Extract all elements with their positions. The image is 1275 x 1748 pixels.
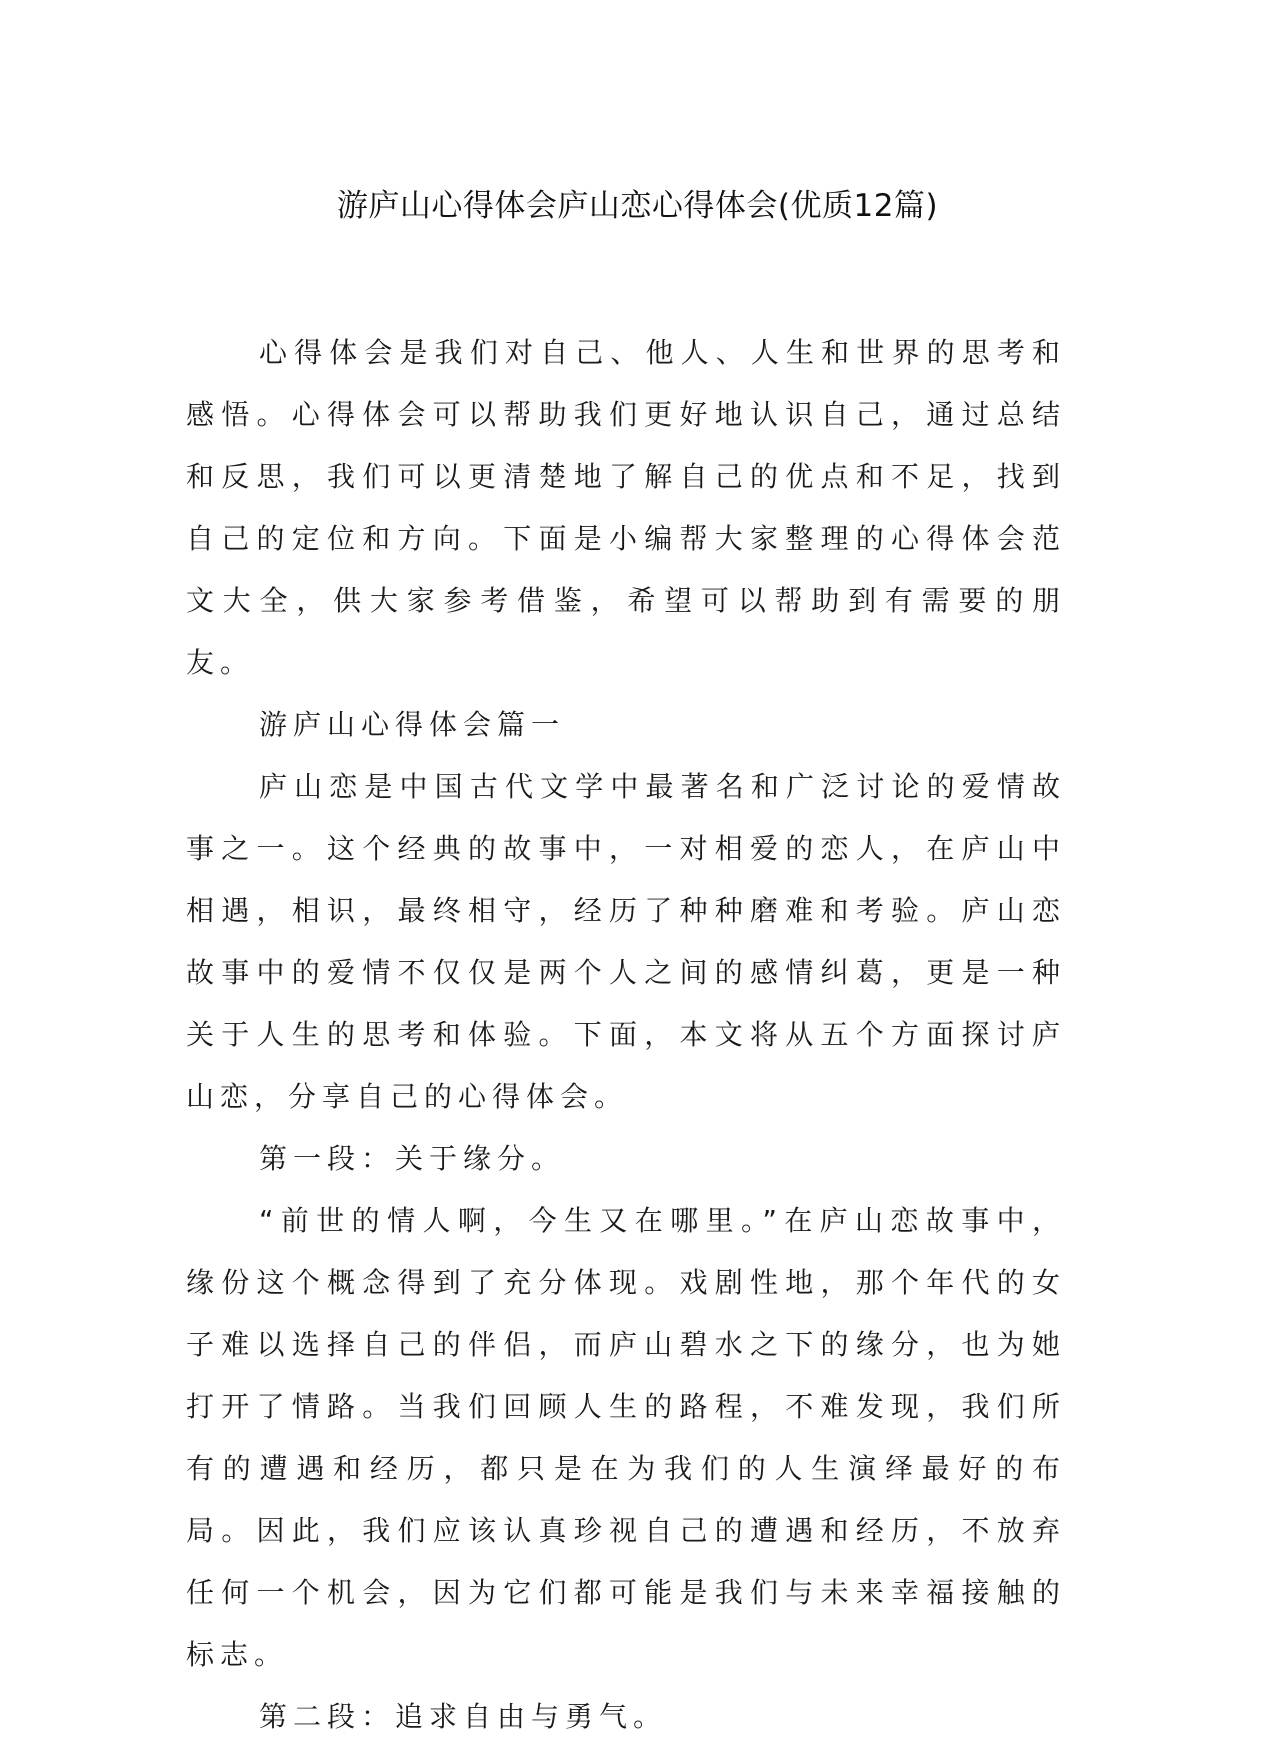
section-heading-part-one: 游庐山心得体会篇一 — [259, 708, 566, 741]
document-title: 游庐山心得体会庐山恋心得体会(优质12篇) — [336, 188, 939, 224]
document-body — [186, 322, 1066, 1748]
fate-paragraph: “前世的情人啊，今生又在哪里。”在庐山恋故事中，缘份这个概念得到了充分体现。戏剧性地，那个年代的女子难以选择自己的伴侣，而庐山碧水之下的缘分，也为她打开了情路。当我们回顾人生的路程，不难发现，我们所有的遭遇和经历，都只是在为我们的人生演绎最好的布局。因此，我们应该认真珍视自己的遭遇和经历，不放弃任何一个机会，因为它们都可能是我们与未来幸福接触的标志。 — [186, 1204, 1066, 1671]
intro-paragraph: 心得体会是我们对自己、他人、人生和世界的思考和感悟。心得体会可以帮助我们更好地认识自己，通过总结和反思，我们可以更清楚地了解自己的优点和不足，找到自己的定位和方向。下面是小编帮大家整理的心得体会范文大全，供大家参考借鉴，希望可以帮助到有需要的朋友。 — [186, 336, 1066, 679]
story-intro-paragraph: 庐山恋是中国古代文学中最著名和广泛讨论的爱情故事之一。这个经典的故事中，一对相爱的恋人，在庐山中相遇，相识，最终相守，经历了种种磨难和考验。庐山恋故事中的爱情不仅仅是两个人之间的感情纠葛，更是一种关于人生的思考和体验。下面，本文将从五个方面探讨庐山恋，分享自己的心得体会。 — [186, 770, 1066, 1113]
subheading-second-section: 第二段：追求自由与勇气。 — [259, 1700, 668, 1733]
subheading-first-section: 第一段：关于缘分。 — [259, 1142, 566, 1175]
